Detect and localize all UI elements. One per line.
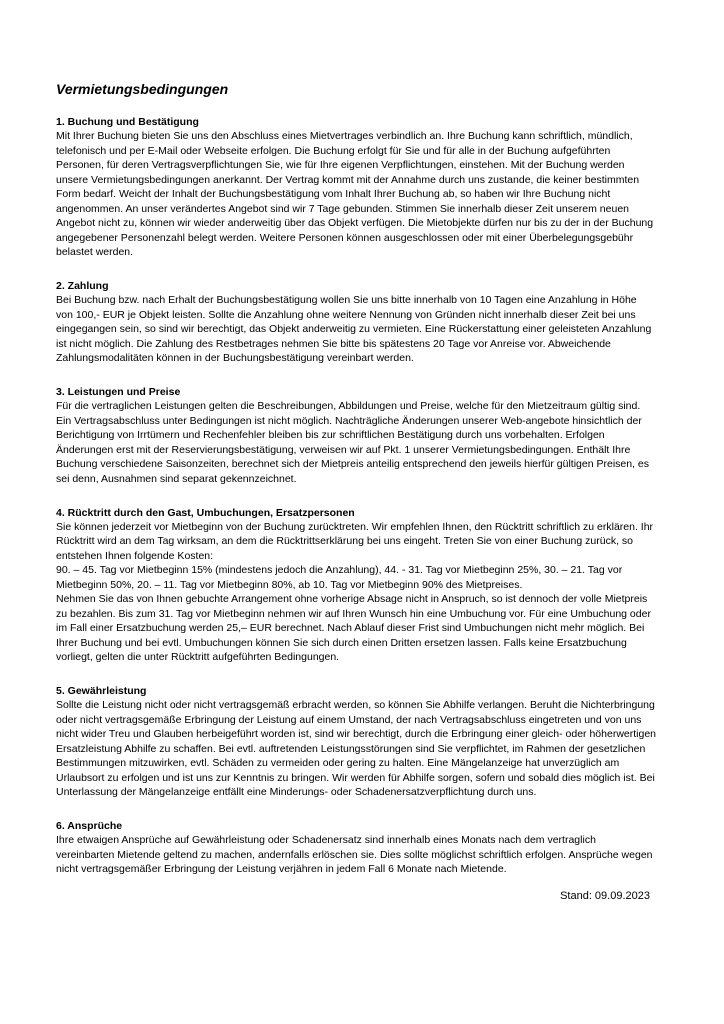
section-leistungen <box>56 385 656 486</box>
section-body: Bei Buchung bzw. nach Erhalt der Buchungsbestätigung wollen Sie uns bitte innerhalb von 10 Tagen eine Anzahlung in Höhe von 100,- EUR je Objekt leisten. Sollte die Anzahlung ohne weitere Nennung von Gründen nicht innerhalb dieser Zeit bei uns eingegangen sein, so sind wir berechtigt, das Objekt anderweitig zu vermieten. Eine Rückerstattung einer geleisteten Anzahlung ist nicht möglich. Die Zahlung des Restbetrages nehmen Sie bitte bis spätestens 20 Tage vor Anreise vor. Abweichende Zahlungsmodalitäten können in der Buchungsbestätigung vereinbart werden. <box>56 294 652 364</box>
section-body: Mit Ihrer Buchung bieten Sie uns den Abschluss eines Mietvertrages verbindlich an. Ihre Buchung kann schriftlich, mündlich, telefonisch und per E-Mail oder Webseite erfolgen. Die Buchung erfolgt für Sie und für alle in der Buchung aufgeführten Personen, für deren Vertragsverpflichtungen Sie, wie für Ihre eigenen Verpflichtungen, einstehen. Mit der Buchung werden unsere Vermietungsbedingungen anerkannt. Der Vertrag kommt mit der Annahme durch uns zustande, die keiner bestimmten Form bedarf. Weicht der Inhalt der Buchungsbestätigung vom Inhalt Ihrer Buchung ab, so haben wir Ihre Buchung nicht angenommen. An unser verändertes Angebot sind wir 7 Tage gebunden. Stimmen Sie innerhalb dieser Zeit unserem neuen Angebot nicht zu, können wir wieder anderweitig über das Objekt verfügen. Die Mietobjekte dürfen nur bis zu der in der Buchung angegebener Personenzahl belegt werden. Weitere Personen können ausgeschlossen oder mit einer Überbelegungsgebühr belastet werden. <box>56 130 654 258</box>
section-ansprueche <box>56 819 656 877</box>
section-body: Ihre etwaigen Ansprüche auf Gewährleistung oder Schadenersatz sind innerhalb eines Monats nach dem vertraglich vereinbarten Mietende geltend zu machen, andernfalls erlöschen sie. Dies sollte möglichst schriftlich erfolgen. Ansprüche wegen nicht vertragsgemäßer Erbringung der Leistung verjähren in jedem Fall 6 Monate nach Mietende. <box>56 834 653 875</box>
section-body: Sie können jederzeit vor Mietbeginn von der Buchung zurücktreten. Wir empfehlen Ihnen, den Rücktritt schriftlich zu erklären. Ihr Rücktritt wird an dem Tag wirksam, an dem die Rücktrittserklärung bei uns eingeht. Treten Sie von einer Buchung zurück, so entstehen Ihnen folgende Kosten: 90. – 45. Tag vor Mietbeginn 15% (mindestens jedoch die Anzahlung), 44. - 31. Tag vor Mietbeginn 25%, 30. – 21. Tag vor Mietbeginn 50%, 20. – 11. Tag vor Mietbeginn 80%, ab 10. Tag vor Mietbeginn 90% des Mietpreises. Nehmen Sie das von Ihnen gebuchte Arrangement ohne vorherige Absage nicht in Anspruch, so ist dennoch der volle Mietpreis zu bezahlen. Bis zum 31. Tag vor Mietbeginn nehmen wir auf Ihren Wunsch hin eine Umbuchung vor. Für eine Umbuchung oder im Fall einer Ersatzbuchung werden 25,– EUR berechnet. Nach Ablauf dieser Frist sind Umbuchungen nicht mehr möglich. Bei Ihrer Buchung und bei evtl. Umbuchungen können Sie sich durch einen Dritten ersetzen lassen. Falls keine Ersatzbuchung vorliegt, gelten die unter Rücktritt aufgeführten Bedingungen. <box>56 520 654 663</box>
section-heading: 5. Gewährleistung <box>56 685 147 697</box>
document-title: Vermietungsbedingungen <box>56 81 229 97</box>
section-zahlung <box>56 279 656 366</box>
section-heading: 2. Zahlung <box>56 280 109 292</box>
section-buchung <box>56 115 656 260</box>
document-page <box>56 80 656 903</box>
section-body: Sollte die Leistung nicht oder nicht vertragsgemäß erbracht werden, so können Sie Abhilfe verlangen. Beruht die Nichterbringung oder nicht vertragsgemäße Erbringung der Leistung auf einem Umstand, der nach Vertragsabschluss eingetreten und von uns nicht wider Treu und Glauben herbeigeführt worden ist, sind wir berechtigt, durch die Erbringung einer gleich- oder höherwertigen Ersatzleistung Abhilfe zu schaffen. Bei evtl. auftretenden Leistungsstörungen sind Sie verpflichtet, im Rahmen der gesetzlichen Bestimmungen mitzuwirken, evtl. Schäden zu vermeiden oder gering zu halten. Eine Mängelanzeige hat unverzüglich am Urlaubsort zu erfolgen und ist uns zur Kenntnis zu bringen. Wir werden für Abhilfe sorgen, sofern und sobald dies möglich ist. Bei Unterlassung der Mängelanzeige entfällt eine Minderungs- oder Schadenersatzverpflichtung durch uns. <box>56 699 657 798</box>
section-gewaehrleistung <box>56 684 656 800</box>
section-heading: 1. Buchung und Bestätigung <box>56 116 199 128</box>
section-heading: 3. Leistungen und Preise <box>56 386 181 398</box>
section-heading: 4. Rücktritt durch den Gast, Umbuchungen, Ersatzpersonen <box>56 506 355 519</box>
section-ruecktritt <box>56 506 656 665</box>
section-body: Für die vertraglichen Leistungen gelten die Beschreibungen, Abbildungen und Preise, welche für den Mietzeitraum gültig sind. Ein Vertragsabschluss unter Bedingungen ist nicht möglich. Nachträgliche Änderungen unserer Web-angebote hinsichtlich der Berichtigung von Irrtümern und Rechenfehler bleiben bis zur schriftlichen Bestätigung durch uns vorbehalten. Erfolgen Änderungen erst mit der Reservierungsbestätigung, verweisen wir auf Pkt. 1 unserer Vermietungsbedingungen. Enthält Ihre Buchung verschiedene Saisonzeiten, berechnet sich der Mietpreis anteilig entsprechend den jeweils hierfür gültigen Preisen, es sei denn, Ausnahmen sind separat gekennzeichnet. <box>56 400 650 485</box>
document-date: Stand: 09.09.2023 <box>560 890 650 902</box>
section-heading: 6. Ansprüche <box>56 820 123 832</box>
